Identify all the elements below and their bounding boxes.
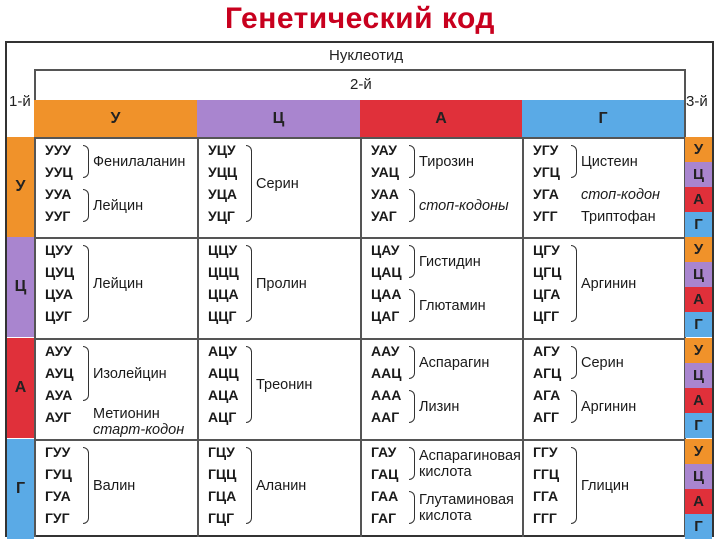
amino-acid-bracket (409, 390, 415, 423)
codon: ЦУЦ (45, 264, 75, 280)
codon: ГАГ (371, 510, 397, 526)
page-title: Генетический код (225, 2, 495, 35)
codon: ЦЦА (208, 286, 239, 302)
codon: УАА (371, 186, 399, 202)
codon: УАЦ (371, 164, 399, 180)
codon: ГГГ (533, 510, 557, 526)
codon: АЦГ (208, 409, 237, 425)
codon: УЦА (208, 186, 238, 202)
amino-acid-label: Тирозин (419, 153, 475, 170)
column-header-3: А (360, 100, 522, 137)
amino-acid-bracket (571, 245, 577, 322)
codon: ГУУ (45, 444, 71, 460)
amino-acid-bracket (409, 245, 415, 278)
header-divider (34, 69, 685, 71)
header-nucleotide: Нуклеотид (329, 47, 404, 64)
codon: АУГ (45, 409, 72, 425)
amino-acid-label: Серин (256, 175, 299, 192)
amino-acid-label: старт-кодон (93, 421, 185, 438)
column-header-1: У (34, 100, 197, 137)
third-nucleotide-3-2: Ц (685, 363, 712, 388)
amino-acid-bracket (409, 289, 415, 322)
third-nucleotide-4-4: Г (685, 514, 712, 539)
amino-acid-bracket (83, 245, 89, 322)
codon: УУУ (45, 142, 72, 158)
first-nucleotide-1: У (7, 137, 34, 237)
third-nucleotide-1-1: У (685, 137, 712, 162)
amino-acid-label: Глютамин (419, 297, 486, 314)
codon: ГАУ (371, 444, 397, 460)
amino-acid-label: Лейцин (93, 197, 144, 214)
amino-acid-bracket (83, 145, 89, 178)
codon: ГГУ (533, 444, 558, 460)
codon: ЦГГ (533, 308, 560, 324)
codon: АУУ (45, 343, 72, 359)
amino-acid-label: Фенилаланин (93, 153, 186, 170)
third-nucleotide-2-3: А (685, 287, 712, 312)
codon: ЦАГ (371, 308, 400, 324)
header-third: 3-й (686, 93, 708, 110)
amino-acid-label: Аспарагиновая кислота (419, 447, 521, 480)
codon: ГЦЦ (208, 466, 237, 482)
codon: ГУА (45, 488, 71, 504)
codon: АГЦ (533, 365, 562, 381)
amino-acid-label: Глутаминовая кислота (419, 491, 514, 524)
codon: УАГ (371, 208, 397, 224)
codon: ЦАЦ (371, 264, 402, 280)
codon: ГЦУ (208, 444, 235, 460)
codon: УГГ (533, 208, 558, 224)
codon: УЦУ (208, 142, 236, 158)
amino-acid-bracket (571, 447, 577, 524)
first-col-divider (34, 69, 36, 537)
codon: ГУГ (45, 510, 70, 526)
codon: ГЦГ (208, 510, 235, 526)
header-second: 2-й (350, 76, 372, 93)
amino-acid-label: Триптофан (581, 208, 656, 225)
third-nucleotide-1-3: А (685, 187, 712, 212)
amino-acid-bracket (83, 189, 89, 222)
codon: ААУ (371, 343, 400, 359)
codon: ААА (371, 387, 402, 403)
third-nucleotide-1-4: Г (685, 212, 712, 237)
third-nucleotide-2-4: Г (685, 312, 712, 337)
amino-acid-bracket (571, 145, 577, 178)
amino-acid-bracket (409, 491, 415, 524)
codon: АЦЦ (208, 365, 239, 381)
codon: АЦУ (208, 343, 238, 359)
codon: ЦГА (533, 286, 561, 302)
codon: АГУ (533, 343, 560, 359)
third-nucleotide-4-2: Ц (685, 464, 712, 489)
codon: ЦГЦ (533, 264, 562, 280)
third-nucleotide-3-3: А (685, 388, 712, 413)
column-header-2: Ц (197, 100, 360, 137)
codon: УАУ (371, 142, 397, 158)
codon: ЦГУ (533, 242, 560, 258)
amino-acid-label: Метионин (93, 405, 160, 422)
row-divider-1 (7, 137, 712, 139)
first-nucleotide-2: Ц (7, 237, 34, 337)
codon: ЦАУ (371, 242, 400, 258)
codon: УГУ (533, 142, 559, 158)
amino-acid-bracket (83, 447, 89, 524)
codon: УГА (533, 186, 559, 202)
amino-acid-label: Треонин (256, 376, 313, 393)
amino-acid-bracket (246, 245, 252, 322)
amino-acid-bracket (246, 145, 252, 222)
codon: ЦУУ (45, 242, 73, 258)
amino-acid-bracket (409, 145, 415, 178)
header-first: 1-й (9, 93, 31, 110)
codon: ЦУА (45, 286, 73, 302)
genetic-code-table (5, 41, 714, 537)
amino-acid-label: стоп-кодон (581, 186, 661, 203)
codon: ЦЦГ (208, 308, 237, 324)
amino-acid-bracket (409, 346, 415, 379)
first-nucleotide-4: Г (7, 439, 34, 539)
codon: ЦЦУ (208, 242, 238, 258)
amino-acid-bracket (246, 447, 252, 524)
codon: ЦУГ (45, 308, 72, 324)
codon: АГГ (533, 409, 559, 425)
third-nucleotide-2-2: Ц (685, 262, 712, 287)
amino-acid-label: Пролин (256, 275, 307, 292)
amino-acid-label: Изолейцин (93, 365, 167, 382)
amino-acid-bracket (83, 346, 89, 401)
codon: ГУЦ (45, 466, 72, 482)
codon: АУЦ (45, 365, 74, 381)
amino-acid-label: Аргинин (581, 398, 637, 415)
third-nucleotide-4-1: У (685, 439, 712, 464)
row-divider-2 (7, 237, 712, 239)
amino-acid-bracket (571, 390, 577, 423)
amino-acid-label: Лейцин (93, 275, 144, 292)
codon: ЦАА (371, 286, 402, 302)
third-nucleotide-3-1: У (685, 338, 712, 363)
codon: УУА (45, 186, 72, 202)
amino-acid-label: Валин (93, 477, 136, 494)
codon: ГЦА (208, 488, 237, 504)
amino-acid-label: Цистеин (581, 153, 638, 170)
amino-acid-label: Глицин (581, 477, 630, 494)
codon: УГЦ (533, 164, 560, 180)
codon: УЦГ (208, 208, 235, 224)
codon: ГГЦ (533, 466, 560, 482)
codon: ГАЦ (371, 466, 399, 482)
codon: ГГА (533, 488, 559, 504)
third-nucleotide-1-2: Ц (685, 162, 712, 187)
codon: УУГ (45, 208, 71, 224)
third-nucleotide-4-3: А (685, 489, 712, 514)
amino-acid-label: Аланин (256, 477, 307, 494)
third-nucleotide-2-1: У (685, 237, 712, 262)
amino-acid-label: стоп-кодоны (419, 197, 509, 214)
codon: АЦА (208, 387, 239, 403)
row-divider-3 (7, 338, 712, 340)
codon: АГА (533, 387, 561, 403)
row-divider-4 (7, 439, 712, 441)
amino-acid-label: Гистидин (419, 253, 481, 270)
codon: УЦЦ (208, 164, 238, 180)
amino-acid-bracket (409, 447, 415, 480)
codon: ЦЦЦ (208, 264, 239, 280)
amino-acid-bracket (571, 346, 577, 379)
codon: УУЦ (45, 164, 73, 180)
amino-acid-label: Серин (581, 354, 624, 371)
amino-acid-label: Аспарагин (419, 354, 490, 371)
amino-acid-label: Лизин (419, 398, 460, 415)
amino-acid-bracket (409, 189, 415, 222)
column-divider-1 (197, 137, 199, 537)
third-nucleotide-3-4: Г (685, 413, 712, 438)
amino-acid-bracket (246, 346, 252, 423)
codon: ГАА (371, 488, 399, 504)
column-header-4: Г (522, 100, 684, 137)
first-nucleotide-3: А (7, 338, 34, 438)
amino-acid-label: Аргинин (581, 275, 637, 292)
column-divider-2 (360, 137, 362, 537)
codon: АУА (45, 387, 73, 403)
codon: ААГ (371, 409, 400, 425)
codon: ААЦ (371, 365, 402, 381)
